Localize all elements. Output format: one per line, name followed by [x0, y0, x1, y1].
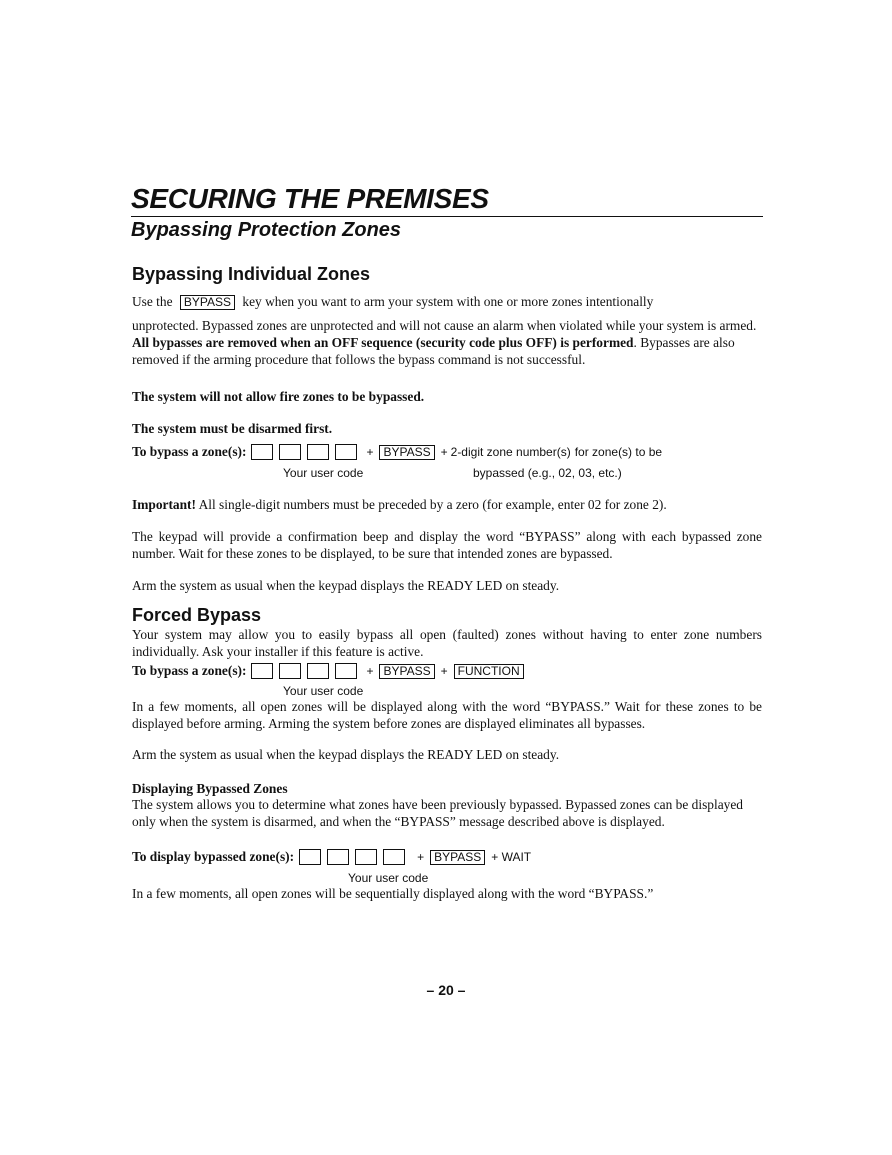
code-digit-box	[279, 444, 301, 460]
forced-after-paragraph: In a few moments, all open zones will be displayed along with the word “BYPASS.” Wait for these zones to be displayed before arming. Arming the system before zones are displayed eliminates all bypasses.	[132, 699, 762, 731]
intro-body-b: . Bypasses are also removed if the arming procedure that follows the bypass command is not successful.	[132, 335, 735, 367]
code-digit-box	[335, 663, 357, 679]
title-rule	[131, 216, 763, 217]
code-digit-box	[279, 663, 301, 679]
bypass-command-row	[132, 443, 662, 461]
forced-arm-instruction: Arm the system as usual when the keypad displays the READY LED on steady.	[132, 747, 560, 762]
section-heading-forced: Forced Bypass	[132, 605, 262, 625]
page-subtitle: Bypassing Protection Zones	[131, 219, 402, 241]
bypass-key: BYPASS	[379, 664, 434, 679]
user-code-caption: Your user code	[283, 466, 364, 480]
forced-command-label: To bypass a zone(s):	[132, 663, 247, 678]
displaying-intro: The system allows you to determine what zones have been previously bypassed. Bypassed zones can be displayed only when the system is disarmed, and when the “BYPASS” message described above is displayed.	[132, 797, 743, 829]
individual-intro-line	[132, 293, 762, 310]
bypass-key: BYPASS	[180, 295, 235, 310]
bypass-command-label: To bypass a zone(s):	[132, 444, 247, 459]
section-heading-individual: Bypassing Individual Zones	[132, 264, 371, 284]
bypass-key: BYPASS	[379, 445, 434, 460]
important-note	[132, 496, 762, 513]
zone-for-label: for zone(s) to be	[574, 445, 663, 459]
code-digit-box	[355, 849, 377, 865]
disarm-note: The system must be disarmed first.	[132, 421, 333, 436]
code-digit-box	[307, 663, 329, 679]
plus-sign: +	[417, 850, 425, 864]
function-key: FUNCTION	[454, 664, 524, 679]
page-title: SECURING THE PREMISES	[131, 183, 489, 214]
displaying-after-paragraph: In a few moments, all open zones will be sequentially displayed along with the word “BYPASS.”	[132, 886, 654, 901]
forced-intro: Your system may allow you to easily bypass all open (faulted) zones without having to enter zone numbers individually. Ask your installer if this feature is active.	[132, 627, 762, 659]
important-label: Important!	[132, 497, 196, 512]
intro-text-before: Use the	[132, 294, 173, 309]
plus-sign: +	[366, 664, 374, 678]
plus-sign: +	[440, 445, 448, 459]
wait-label: + WAIT	[491, 850, 532, 864]
individual-intro-body	[132, 317, 762, 368]
intro-body-bold: All bypasses are removed when an OFF sequence (security code plus OFF) is performed	[132, 335, 634, 350]
bypass-key: BYPASS	[430, 850, 485, 865]
page-number: – 20 –	[426, 982, 466, 998]
plus-sign: +	[366, 445, 374, 459]
intro-body-a: unprotected. Bypassed zones are unprotected and will not cause an alarm when violated while your system is armed.	[132, 318, 757, 333]
code-digit-box	[327, 849, 349, 865]
code-digit-box	[251, 444, 273, 460]
user-code-boxes	[299, 848, 405, 866]
display-command-row	[132, 848, 531, 866]
forced-command-row	[132, 662, 524, 680]
important-text: All single-digit numbers must be preceded by a zero (for example, enter 02 for zone 2).	[198, 497, 667, 512]
plus-sign: +	[440, 664, 448, 678]
code-digit-box	[299, 849, 321, 865]
code-digit-box	[307, 444, 329, 460]
user-code-boxes	[251, 662, 357, 680]
display-command-label: To display bypassed zone(s):	[132, 849, 295, 864]
confirmation-paragraph: The keypad will provide a confirmation beep and display the word “BYPASS” along with each bypassed zone number. Wait for these zones to be displayed, to be sure that intended zones are bypassed.	[132, 529, 762, 561]
arm-instruction: Arm the system as usual when the keypad displays the READY LED on steady.	[132, 578, 560, 593]
zone-number-label: 2-digit zone number(s)	[450, 445, 571, 459]
user-code-caption: Your user code	[283, 684, 364, 698]
intro-text-after: key when you want to arm your system with one or more zones intentionally	[242, 294, 654, 309]
code-digit-box	[383, 849, 405, 865]
user-code-caption: Your user code	[348, 871, 429, 885]
code-digit-box	[335, 444, 357, 460]
fire-zone-note: The system will not allow fire zones to be bypassed.	[132, 389, 425, 404]
user-code-boxes	[251, 443, 357, 461]
section-heading-displaying: Displaying Bypassed Zones	[132, 781, 288, 796]
code-digit-box	[251, 663, 273, 679]
bypassed-example-caption: bypassed (e.g., 02, 03, etc.)	[473, 466, 622, 480]
